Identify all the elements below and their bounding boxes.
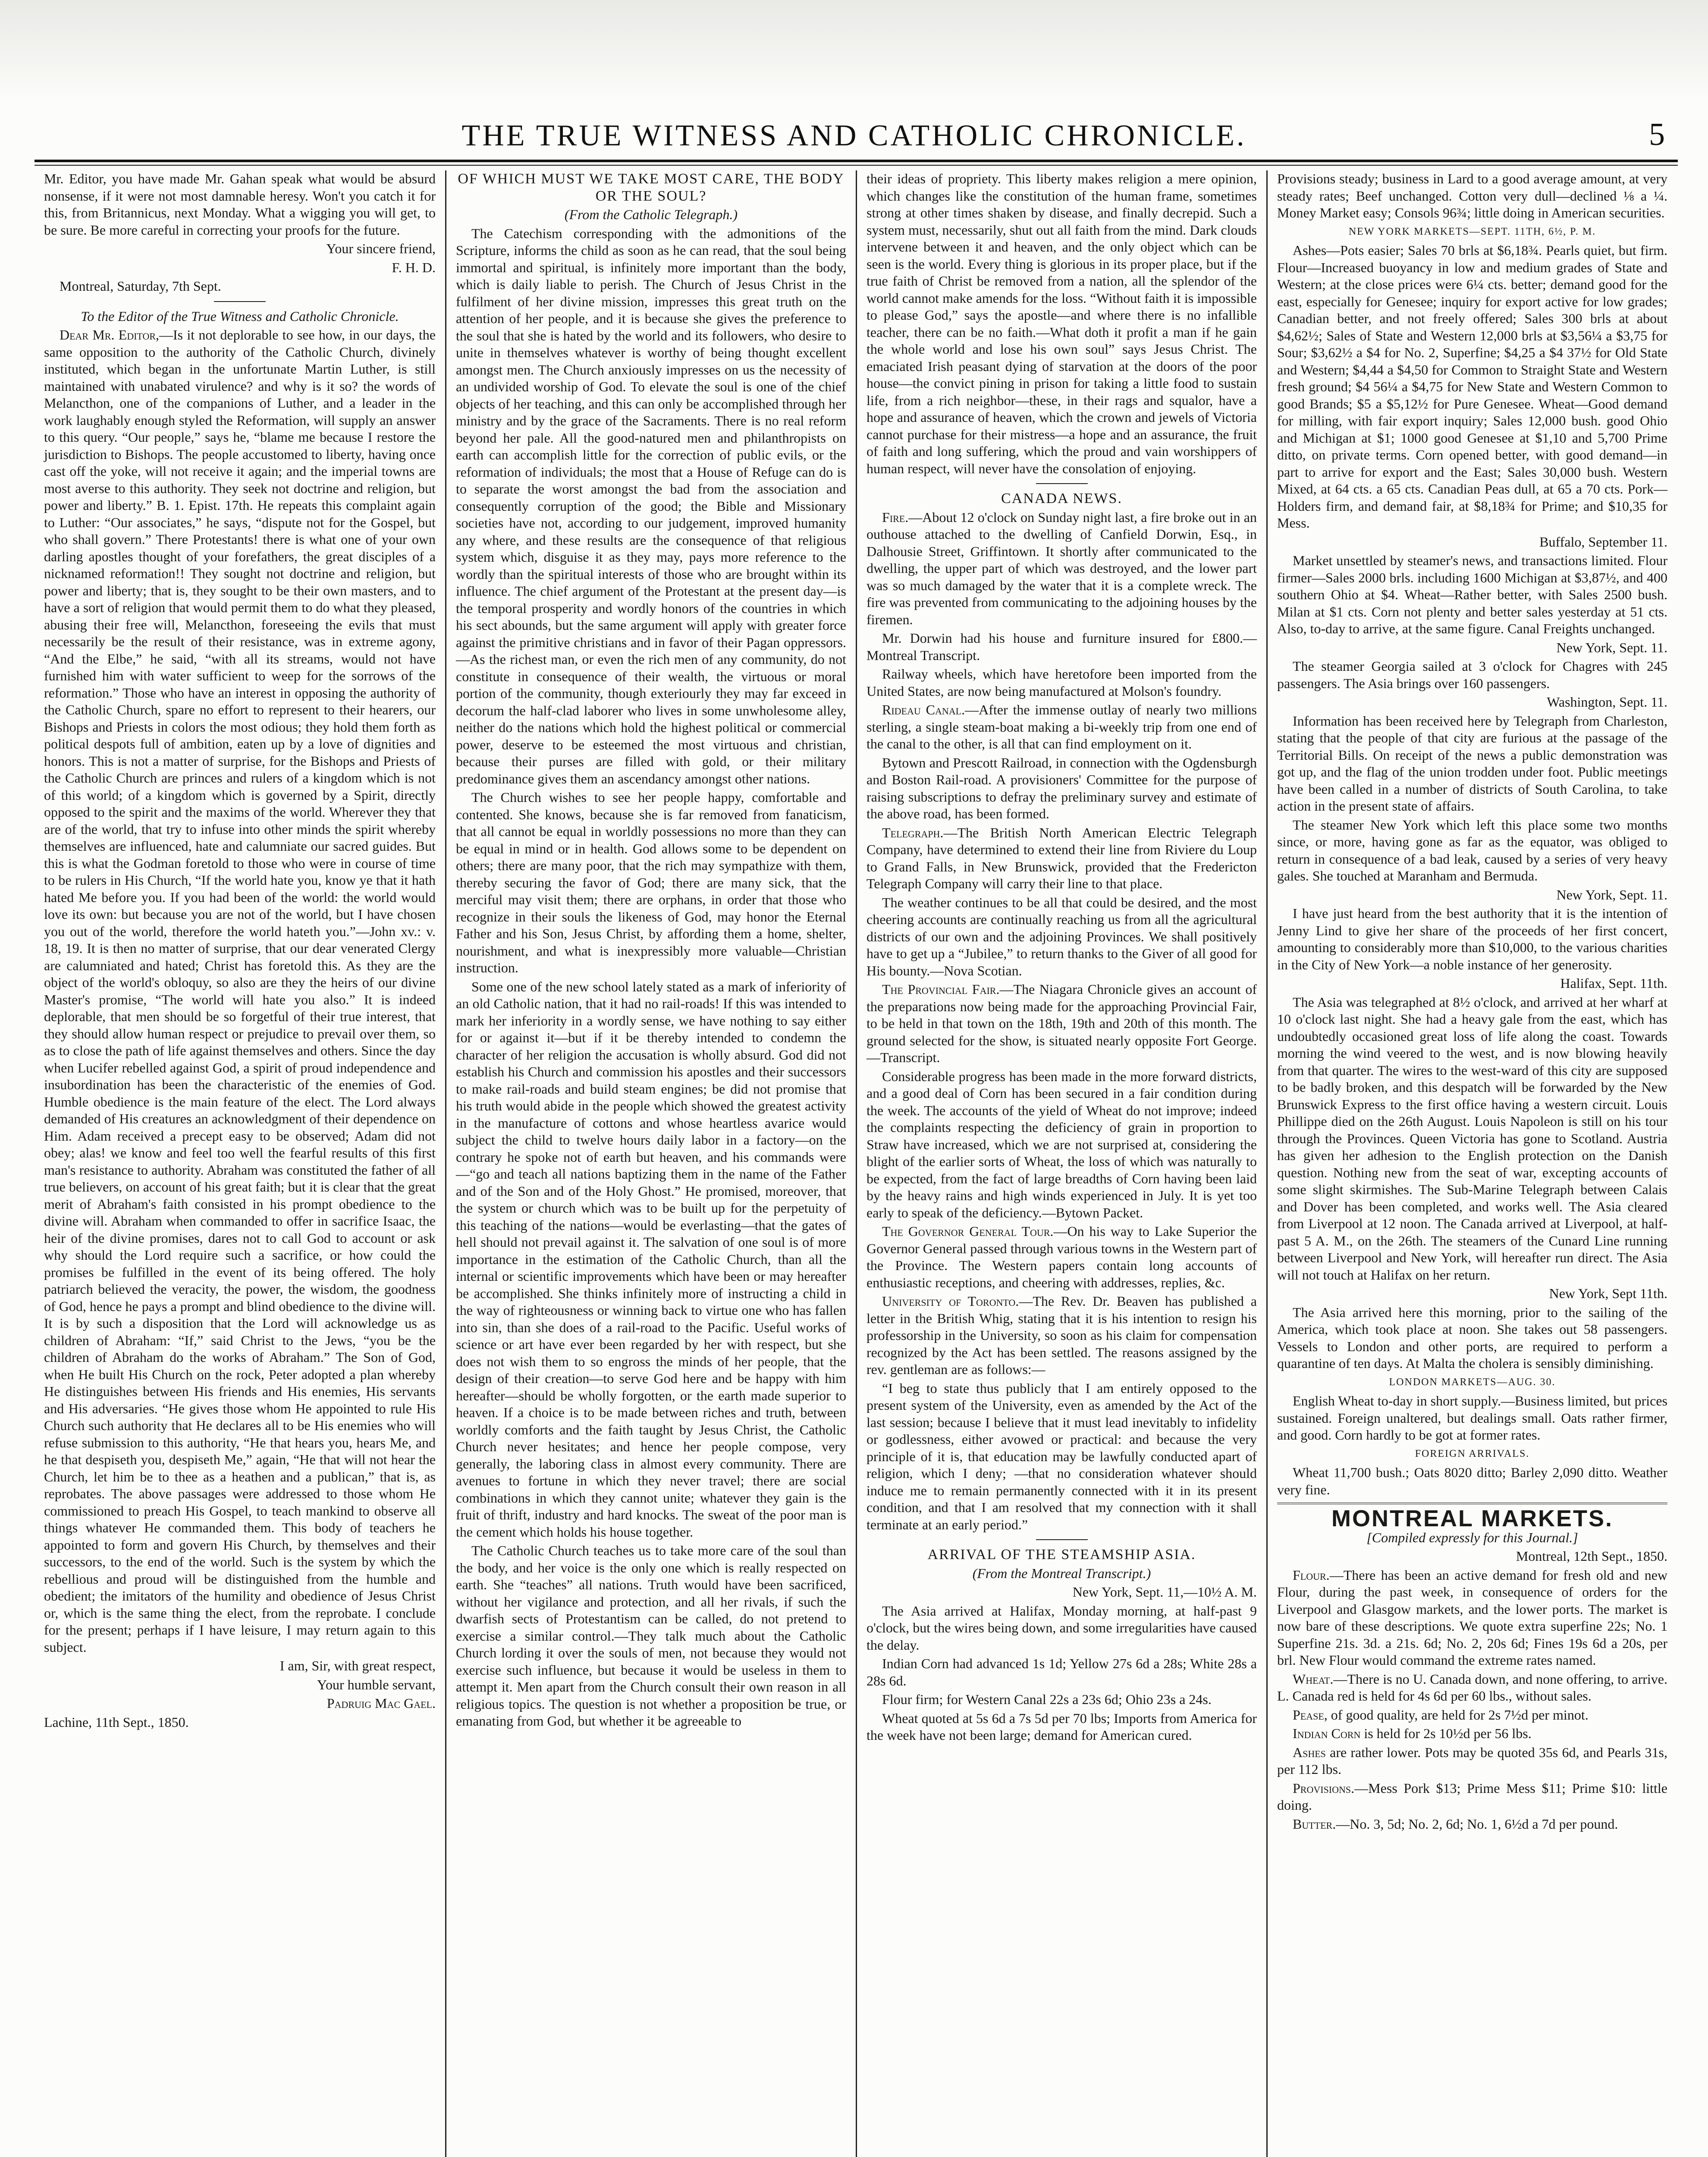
run-in-head: The Governor General Tour.: [882, 1223, 1054, 1239]
news-item: The Asia was telegraphed at 8½ o'clock, and arrived at her wharf at 10 o'clock last night. She had a heavy gale from the east, which has undoubtedly occasioned great loss of life along the coast. Towards morning the wind veered to the west, and is now blowing heavily from that quarter. The wires to the west-ward of this city are supposed to be badly broken, and this despatch will be forwarded by the New Brunswick Express to the first office having a western circuit. Louis Phillippe died on the 26th August. Louis Napoleon is still on his tour through the Provinces. Queen Victoria has gone to Scotland. Austria has given her adhesion to the English protection on the Danish question. Nothing new from the seat of war, excepting accounts of some slight skirmishes. The Sub-Marine Telegraph between Calais and Dover has been completed, and works well. The Asia cleared from Liverpool at 12 noon. The Canada arrived at Liverpool, at half-past 5 A. M., on the 26th. The steamers of the Cunard Line running between Liverpool and New York, will hereafter run direct. The Asia will not touch at Halifax on her return.: [1277, 994, 1667, 1283]
market-subhead: LONDON MARKETS—AUG. 30.: [1389, 1376, 1556, 1388]
news-item: Mr. Dorwin had his house and furniture insured for £800.—Montreal Transcript.: [867, 630, 1257, 663]
article-source: (From the Catholic Telegraph.): [564, 207, 738, 222]
market-item: [1277, 1671, 1667, 1705]
letter-end: Mr. Editor, you have made Mr. Gahan speak what would be absurd nonsense, if it were not most damnable heresy. Won't you catch it for this, from Britannicus, next Monday. What a wigging you will get, to be sure. Be more careful in correcting your proofs for the future.: [44, 171, 436, 238]
news-item: [867, 701, 1257, 753]
column-4: [1266, 170, 1677, 2157]
divider: [1036, 483, 1088, 484]
masthead: [26, 116, 1682, 155]
run-in-head: Flour.: [1293, 1567, 1330, 1583]
market-text: —There has been an active demand for fresh old and new Flour, during the past week, in consequence of orders for the Liverpool and Glasgow markets, and the lower ports. The market is now bare of these descriptions. We quote extra superfine 22s; No. 1 Superfine 21s. 3d. a 21s. 6d; No. 2, 20s 6d; Fines 19s 6d a 20s, per brl. New Flour would command the extreme rates named.: [1277, 1567, 1667, 1668]
author: Padruig Mac Gael.: [327, 1695, 436, 1711]
news-item: The weather continues to be all that could be desired, and the most cheering accounts are continually reaching us from all the agricultural districts of our own and the adjoining Provinces. We shall positively have to get up a “Jubilee,” to return thanks to the Giver of all good for His bounty.—Nova Scotian.: [867, 894, 1257, 978]
news-item: The steamer New York which left this place some two months since, or more, having gone as far as the equator, was obliged to return in consequence of a bad leak, caused by a series of very heavy gales. She touched at Maranham and Bermuda.: [1277, 817, 1667, 884]
closing-2: Your humble servant,: [317, 1676, 436, 1692]
news-item: Flour firm; for Western Canal 22s a 23s 6d; Ohio 23s a 24s.: [882, 1692, 1212, 1707]
letter-body: [44, 327, 436, 1656]
run-in-head: Rideau Canal.: [882, 702, 965, 717]
masthead-rule: [35, 160, 1678, 162]
paragraph: The Catechism corresponding with the admonitions of the Scripture, informs the child as soon as he can read, that the soul being immortal and spiritual, is infinitely more important than the body, which is daily liable to perish. The Church of Jesus Christ in the fulfilment of her divine mission, impresses this great truth on the attention of her people, and it is because she gives the preference to the soul that she is hated by the world and its followers, who desire to unite in themselves whatever is worthy of being thought excellent amongst men. The Church anxiously impresses on us the necessity of an undivided worship of God. To elevate the soul is one of the chief objects of her teaching, and this can only be accomplished through her ministry and by the grace of the Sacraments. There is no real reform beyond her pale. All the good-natured men and philanthropists on earth can accomplish little for the correction of public evils, or the reformation of individuals; the most that a House of Refuge can do is to separate the worst amongst the bad from the association and consequently corruption of the good; the Bible and Missionary societies have not, according to our judgement, improved humanity any where, and these results are the consequence of that religious system which, disguise it as they may, pays more reference to the wordly than the spiritual interests of those who are brought within its influence. The chief argument of the Protestant at the present day—is the temporal prosperity and wordly honors of the countries in which his sect abounds, but the same argument will apply with greater force against the primitive christians and in favor of their Pagan oppressors.—As the richest man, or even the rich men of any community, do not constitute in consequence of their wealth, the virtuous or moral portion of the community, though exteriourly they may far exceed in decorum the half-clad laborer who lives in some unwholesome alley, neither do the nations which hold the highest political or commercial power, deserve to be esteemed the most virtuous and christian, because their purses are filled with gold, or their military predominance gives them an ascendancy amongst other nations.: [456, 225, 846, 786]
news-item: Considerable progress has been made in the more forward districts, and a good deal of Corn has been secured in a fair condition during the week. The accounts of the yield of Wheat do not improve; indeed the complaints respecting the deficiency of grain in proportion to Straw have increased, which we are not surprised at, considering the blight of the earlier sorts of Wheat, the loss of which was naturally to be expected, from the fact of large breadths of Corn having been laid by the heavy rains and high winds experienced in July. It is yet too early to speak of the deficiency.—Bytown Packet.: [867, 1068, 1257, 1220]
section-heading: CANADA NEWS.: [1001, 491, 1122, 506]
dateline: New York, Sept 11th.: [1549, 1286, 1667, 1301]
news-text: —The British North American Electric Telegraph Company, have determined to extend their line from Riviere du Loup to Grand Falls, in New Brunswick, provided that the Fredericton Telegraph Company will carry their line to that place.: [867, 824, 1257, 891]
news-item: [867, 1293, 1257, 1378]
section-subheading: [Compiled expressly for this Journal.]: [1366, 1529, 1578, 1545]
dateline: Halifax, Sept. 11th.: [1560, 975, 1667, 991]
news-item: I have just heard from the best authority that it is the intention of Jenny Lind to give her share of the proceeds of her first concert, amounting to considerably more than $10,000, to the various charities in the City of New York—a noble instance of her generosity.: [1277, 906, 1667, 972]
paragraph: The Church wishes to see her people happy, comfortable and contented. She knows, because she is far removed from fanaticism, that all cannot be equal in worldly possessions no more than they can be equal in mind or in health. God allows some to be dependent on others; there are many poor, that the rich may sympathize with them, thereby securing the favor of God; there are many sick, that the merciful may visit them; there are orphans, in order that those who recognize in their souls the likeness of God, may honor the Eternal Father and his Son, Jesus Christ, by affording them a home, shelter, nourishment, and what is inexpressibly more valuable—Christian instruction.: [456, 789, 846, 975]
page-number: 5: [1649, 117, 1665, 152]
market-text: —There is no U. Canada down, and none offering, to arrive. L. Canada red is held for 4s 6d per 60 lbs., without sales.: [1277, 1671, 1667, 1704]
letter-text: —Is it not deplorable to see how, in our days, the same opposition to the authority of the Catholic Church, divinely instituted, which began in the unfortunate Martin Luther, is still maintained with unabated virulence? and why is it so? the words of Melancthon, one of the companions of Luther, and a leader in the work laughably enough styled the Reformation, will supply an answer to this query. “Our people,” says he, “blame me because I restore the jurisdiction to Bishops. The people accustomed to liberty, having once cast off the yoke, will not receive it again; and the imperial towns are most averse to this authority. They seek not doctrine and religion, but power and liberty.” B. 1. Epist. 17th. He repeats this complaint again to Luther: “Our associates,” he says, “dispute not for the Gospel, but who shall govern.” There Protestants! there is what one of your own darling apostles thought of your forefathers, the great disciples of a nicknamed reformation!! They sought not doctrine and religion, but power and liberty; that is, they sought to be their own masters, and to have a sort of religion that would permit them to do what they pleased, abusing their free will, Melancthon, foreseeing the evils that must necessarily be the result of their resistance, was in extreme agony, “And the Elbe,” he said, “with all its streams, would not have furnished him with water sufficient to weep for the sorrows of the reformation.” Those who have an interest in opposing the authority of the Catholic Church, spare no effort to represent to their hearers, our Bishops and Priests in colors the most odious; they hold them forth as political despots full of ambition, eaten up by a love of dignities and honors. This is not a matter of surprise, for the Bishops and Priests of the Catholic Church are princes and rulers of a kingdom which is not of this world; of a kingdom which is governed by a Spirit, directly opposed to the spirit and the maxims of the world. Wherever they that are of the world, that try to infuse into other minds the spirit whereby themselves are influenced, hate and calumniate our sacred guides. But this is what the Godman foretold to those who were in course of time to be rulers in His Church, “If the world hate you, know ye that it hath hated Me before you. If you had been of the world: the world would love its own: but because you are not of the world, but I have chosen you out of the world, therefore the world hateth you.”—John xv.: v. 18, 19. It is then no matter of surprise, that our dear venerated Clergy are calumniated and hated; Christ has foretold this. As they are the object of the world's obloquy, so also are they the heirs of our divine Master's promise, “The world will hate you also.” It is indeed deplorable, that men should be so forgetful of their true interest, that they should allow human respect or prejudice to prevail over them, so as to close the path of life against themselves and others. Since the day when Lucifer rebelled against God, a spirit of proud independence and insubordination has been the characteristic of the enemies of God. Humble obedience is the main feature of the elect. The Lord always demanded of His creatures an acknowledgment of their dependence on Him. Adam received a precept easy to be observed; Adam did not obey; alas! we know and feel too well the fearful results of this first man's resistance to authority. Abraham was constituted the father of all true believers, on account of his great faith; but it is clear that the great merit of Abraham's faith consisted in his prompt obedience to the divine will. Abraham when commanded to offer in sacrifice Isaac, the heir of the divine promises, dares not to call God to account or ask why should the Lord require such a sacrifice, or how could the promises be fulfilled in the event of its being offered. The holy patriarch believed the veracity, the power, the wisdom, the goodness of God, hence he pays a prompt and blind obedience to the divine will. It is by such a disposition that the Lord will acknowledge us as children of Abraham: “If,” said Christ to the Jews, “you be the children of Abraham do the works of Abraham.” The Son of God, when He built His Church on the rock, Peter adopted a plan whereby He distinguishes between His friends and His enemies, His servants and His adversaries. “He gives those whom He appointed to rule His Church such authority that He declares all to be His enemies who will refuse submission to this authority, “He that hears you, hears Me, and he that despiseth you, despiseth Me,” again, “He that will not hear the Church, let him be to thee as a heathen and a publican,” that is, as reprobates. The above passages were addressed to those whom He commissioned to preach His Gospel, to teach mankind to observe all things whatever He commanded them. This body of teachers he appointed to form and govern His Church, by themselves and their successors, to the end of the world. Such is the system by which the rebellious and proud will be distinguished from the humble and obedient; the imitators of the humility and obedience of Jesus Christ or, which is the same thing the elect, from the reprobate. I conclude for the present; perhaps if I have leisure, I may return again to this subject.: [44, 327, 436, 1655]
market-text: is held for 2s 10½d per 56 lbs.: [1360, 1726, 1532, 1741]
news-item: [867, 981, 1257, 1066]
column-3: [856, 170, 1266, 2157]
market-report: English Wheat to-day in short supply.—Business limited, but prices sustained. Foreign unaltered, but dealings small. Oats rather firmer, and good. Corn hardly to be got at former rates.: [1277, 1393, 1667, 1443]
news-item: The Asia arrived here this morning, prior to the sailing of the America, which took place at noon. She takes out 58 passengers. Vessels to London and other ports, are required to perform a quarantine of ten days. At Malta the cholera is sensibly diminishing.: [1277, 1304, 1667, 1371]
news-text: —The Rev. Dr. Beaven has published a letter in the British Whig, stating that it is his intention to resign his professorship in the University, so soon as his claim for compensation recognized by the Act has been settled. The reasons assigned by the rev. gentleman are as follows:—: [867, 1293, 1257, 1377]
news-text: —The Niagara Chronicle gives an account of the preparations now being made for the approaching Provincial Fair, to be held in that town on the 18th, 19th and 20th of this month. The ground selected for the show, is situated nearly opposite Fort George.—Transcript.: [867, 981, 1257, 1065]
run-in-head: Wheat.: [1293, 1671, 1334, 1687]
market-text: of good quality, are held for 2s 7½d per minot.: [1327, 1707, 1589, 1723]
section-heading: MONTREAL MARKETS.: [1331, 1506, 1613, 1531]
news-item: Indian Corn had advanced 1s 1d; Yellow 27s 6d a 28s; White 28s a 28s 6d.: [867, 1656, 1257, 1688]
paragraph: their ideas of propriety. This liberty makes religion a mere opinion, which changes like the constitution of the human frame, sometimes strong at other times shaken by disease, and finally decrepid. Such a system must, necessarily, shut out all faith from the mind. Dark clouds intervene between it and heaven, and the only object which can be seen is the world. Every thing is glorious in its proper place, but if the true faith of Christ be removed from a nation, all the splendor of the world cannot make amends for the loss. “Without faith it is impossible to please God,” says the apostle—and where there is no infallible teacher, there can be no faith.—What doth it profit a man if he gain the whole world and lose his own soul” says Jesus Christ. The emaciated Irish peasant dying of starvation at the doors of the poor house—the convict pining in prison for taking a little food to sustain life, from a rich neighbor—these, in their rags and squalor, have a hope and assurance of heaven, which the crown and jewels of Victoria cannot purchase for their mistress—a hope and an assurance, the fruit of faith and long suffering, which the proud and vain worshippers of human respect, will never have the consolation of enjoying.: [867, 171, 1257, 476]
market-report: Market unsettled by steamer's news, and transactions limited. Flour firmer—Sales 2000 brls. including 1600 Michigan at $3,87½, and 400 southern Ohio at $4. Wheat—Rather better, with Sales 2500 bush. Milan at $1 cts. Corn not plenty and better sales yesterday at 51 cts. Also, to-day to arrive, at the same figure. Canal Freights unchanged.: [1277, 553, 1667, 636]
market-item: [1277, 1780, 1667, 1814]
news-item: Railway wheels, which have heretofore been imported from the United States, are now being manufactured at Molson's foundry.: [867, 666, 1257, 699]
sign-off: Your sincere friend,: [326, 241, 436, 256]
scan-margin: [0, 0, 1708, 99]
run-in-head: University of Toronto.: [882, 1293, 1019, 1309]
column-2: [445, 170, 856, 2157]
section-heading: ARRIVAL OF THE STEAMSHIP ASIA.: [927, 1547, 1196, 1563]
market-subhead: NEW YORK MARKETS—SEPT. 11TH, 6½, P. M.: [1348, 226, 1596, 237]
market-text: —Mess Pork $13; Prime Mess $11; Prime $10: little doing.: [1277, 1780, 1667, 1813]
news-item: Wheat quoted at 5s 6d a 7s 5d per 70 lbs; Imports from America for the week have not been large; demand for American cured.: [867, 1710, 1257, 1743]
market-report: Wheat 11,700 bush.; Oats 8020 ditto; Barley 2,090 ditto. Weather very fine.: [1277, 1465, 1667, 1497]
run-in-head: The Provincial Fair.: [882, 981, 1000, 997]
market-item: [1277, 1567, 1667, 1669]
dateline: New York, Sept. 11,—10½ A. M.: [1072, 1584, 1257, 1600]
market-subhead: FOREIGN ARRIVALS.: [1415, 1448, 1530, 1459]
dateline: Washington, Sept. 11.: [1547, 694, 1667, 710]
run-in-head: Pease,: [1293, 1707, 1328, 1723]
market-text: —No. 3, 5d; No. 2, 6d; No. 1, 6½d a 7d per pound.: [1336, 1816, 1618, 1832]
news-text: —About 12 o'clock on Sunday night last, a fire broke out in an outhouse attached to the dwelling of Canfield Dorwin, Esq., in Dalhousie Street, Griffintown. It shortly after communicated to the dwelling, the upper part of which was destroyed, and the lower part was so much damaged by the water that it is a complete wreck. The fire was prevented from communicating to the adjoining houses by the firemen.: [867, 509, 1257, 627]
market-item: [1277, 1816, 1667, 1833]
masthead-title: THE TRUE WITNESS AND CATHOLIC CHRONICLE.: [462, 119, 1246, 152]
news-item: Bytown and Prescott Railroad, in connection with the Ogdensburgh and Boston Rail-road. A provisioners' Committee for the purpose of raising subscriptions to defray the preliminary survey and estimate of the above road, has been formed.: [867, 755, 1257, 821]
run-in-head: Butter.: [1293, 1816, 1336, 1832]
dateline: New York, Sept. 11.: [1556, 639, 1667, 655]
paragraph: The Catholic Church teaches us to take more care of the soul than the body, and her voice is the only one which is really respected on earth. She “teaches” all nations. Truth would have been sacrificed, without her vigilance and protection, and all her rivals, if such the dwarfish sects of Protestantism can be called, do not pretend to exercise a similar control.—They talk much about the Catholic Church lording it over the souls of men, not because they would not exercise such influence, but because it would be useless in them to attempt it. Men apart from the Church consult their own reason in all religious topics. The question is not whether a proposition be true, or emanating from God, but whether it be agreeable to: [456, 1543, 846, 1729]
market-item: [1277, 1725, 1667, 1742]
news-item: [867, 1223, 1257, 1291]
run-in-head: Provisions.: [1293, 1780, 1355, 1796]
market-text: are rather lower. Pots may be quoted 35s 6d, and Pearls 31s, per 112 lbs.: [1277, 1744, 1667, 1777]
paragraph: Provisions steady; business in Lard to a good average amount, at very steady rates; Beef unchanged. Cotton very dull—declined ⅛ a ¼. Money Market easy; Consols 96¾; little doing in American securities.: [1277, 171, 1667, 220]
divider: [1277, 1503, 1667, 1504]
dateline: Buffalo, September 11.: [1539, 534, 1667, 550]
run-in-head: Fire.: [882, 509, 909, 525]
news-item: [867, 824, 1257, 893]
signature: F. H. D.: [392, 259, 436, 275]
columns: [35, 170, 1678, 2157]
divider: [214, 301, 266, 302]
run-in-head: Ashes: [1293, 1744, 1326, 1760]
market-item: [1277, 1744, 1667, 1778]
news-item: Information has been received here by Telegraph from Charleston, stating that the people of that city are furious at the passage of the Territorial Bills. On receipt of the news a public demonstration was got up, and the flag of the union trodden under foot. Public meetings have been called in a number of districts of South Carolina, to take action in the present state of affairs.: [1277, 713, 1667, 814]
news-text: —On his way to Lake Superior the Governor General passed through various towns in the Western part of the Province. The Western papers contain long accounts of enthusiastic receptions, and cheering with addresses, replies, &c.: [867, 1223, 1257, 1290]
market-report: Ashes—Pots easier; Sales 70 brls at $6,18¾. Pearls quiet, but firm. Flour—Increased buoyancy in low and medium grades of State and Western; at the close prices were 6¼ cts. better; demand good for the east, especially for Genesee; inquiry for export active for low grades; Canadian better, and not freely offered; Sales 300 brls at about $4,62½; Sales of State and Western 12,000 brls at $3,56¼ a $3,75 for Sour; $3,62½ a $4 for No. 2, Superfine; $4,25 a $4 37½ for Old State and Western; $4,44 a $4,50 for Common to Straight State and Western fresh ground; $4 56¼ a $4,75 for New State and Western Common to good Brands; $5 a $5,12½ for Pure Genesee. Wheat—Good demand for milling, with fair export inquiry; Sales 12,000 bush. good Ohio and Michigan at $1; 1000 good Genesee at $1,10 and 5,700 Prime ditto, on private terms. Corn opened better, with good demand—in part to arrive for export and the East; Sales 30,000 bush. Western Mixed, at 64 cts. a 65 cts. Canadian Peas dull, at 65 a 70 cts. Pork—Holders firm, and demand fair, at $8,18¾ for Prime; and $10,35 for Mess.: [1277, 242, 1667, 531]
article-source: (From the Montreal Transcript.): [972, 1565, 1151, 1581]
dateline: Montreal, 12th Sept., 1850.: [1516, 1548, 1667, 1564]
column-1: [35, 170, 445, 2157]
news-text: —After the immense outlay of nearly two millions sterling, a single steam-boat making a bi-weekly trip from one end of the canal to the other, is all that can find employment on it.: [867, 702, 1257, 751]
news-item: The steamer Georgia sailed at 3 o'clock for Chagres with 245 passengers. The Asia brings over 160 passengers.: [1277, 658, 1667, 691]
dateline: Montreal, Saturday, 7th Sept.: [60, 278, 221, 294]
dateline: New York, Sept. 11.: [1556, 887, 1667, 902]
letter-address: To the Editor of the True Witness and Catholic Chronicle.: [81, 308, 399, 324]
news-item: [867, 509, 1257, 629]
run-in-head: Telegraph.: [882, 824, 944, 840]
closing: I am, Sir, with great respect,: [279, 1658, 436, 1673]
run-in-head: Indian Corn: [1293, 1726, 1361, 1741]
article-title: OF WHICH MUST WE TAKE MOST CARE, THE BODY OR THE SOUL?: [458, 171, 845, 204]
salutation: Dear Mr. Editor,: [60, 327, 160, 343]
news-item: The Asia arrived at Halifax, Monday morning, at half-past 9 o'clock, but the wires being down, and some irregularities have caused the delay.: [867, 1603, 1257, 1653]
masthead-rule-thin: [35, 165, 1678, 166]
market-item: [1277, 1707, 1667, 1724]
divider: [1036, 1539, 1088, 1540]
paragraph: Some one of the new school lately stated as a mark of inferiority of an old Catholic nation, that it had no rail-roads! If this was intended to mark her inferiority in a wordly sense, we have nothing to say either for or against it—but if it be thereby intended to condemn the character of her religion the accusation is wholly absurd. God did not establish his Church and commission his apostles and their successors to make rail-roads and build steam engines; be did not promise that his truth would abide in the people which showed the greatest activity in the manufacture of cottons and whose heartless avarice would subject the child to twelve hours daily labor in a factory—on the contrary he spoke not of earth but heaven, and his commands were—“go and teach all nations baptizing them in the name of the Father and of the Son and of the Holy Ghost.” He promised, moreover, that the system or church which was to be built up for the perpetuity of this teaching of the nations—would be everlasting—that the gates of hell should not prevail against it. The salvation of one soul is of more importance in the estimation of the Catholic Church, than all the internal or scientific improvements which have been or may hereafter be accomplished. She thinks infinitely more of instructing a child in the way of righteousness or winning back to virtue one who has fallen into sin, than she does of a rail-road to the Pacific. Useful works of science or art have ever been regarded by her with respect, but she does not wish them to so engross the minds of her people, that the design of their creation—to serve God here and be happy with him hereafter—should be wholly forgotten, or the earth made superior to heaven. If a choice is to be made between riches and truth, between worldly comforts and the faith taught by Jesus Christ, the Catholic Church never hesitates; and hence her people compose, very generally, the laboring class in almost every community. There are avenues to fortune in which they never travel; there are social combinations in which they cannot unite; whatever they gain is the fruit of thrift, industry and hard knocks. The sweat of the poor man is the cement which holds his house together.: [456, 978, 846, 1540]
place-date: Lachine, 11th Sept., 1850.: [44, 1714, 189, 1730]
quotation: “I beg to state thus publicly that I am entirely opposed to the present system of the University, even as amended by the Act of the last session; because I believe that it must lead inevitably to infidelity or godlessness, either avowed or practical: and because the very principle of it is, that education may be lawfully conducted apart of religion, which I deny; —that no consideration whatever should induce me to remain permanently connected with it in its present condition, and that I am resolved that my connection with it shall terminate at an early period.”: [867, 1380, 1257, 1532]
